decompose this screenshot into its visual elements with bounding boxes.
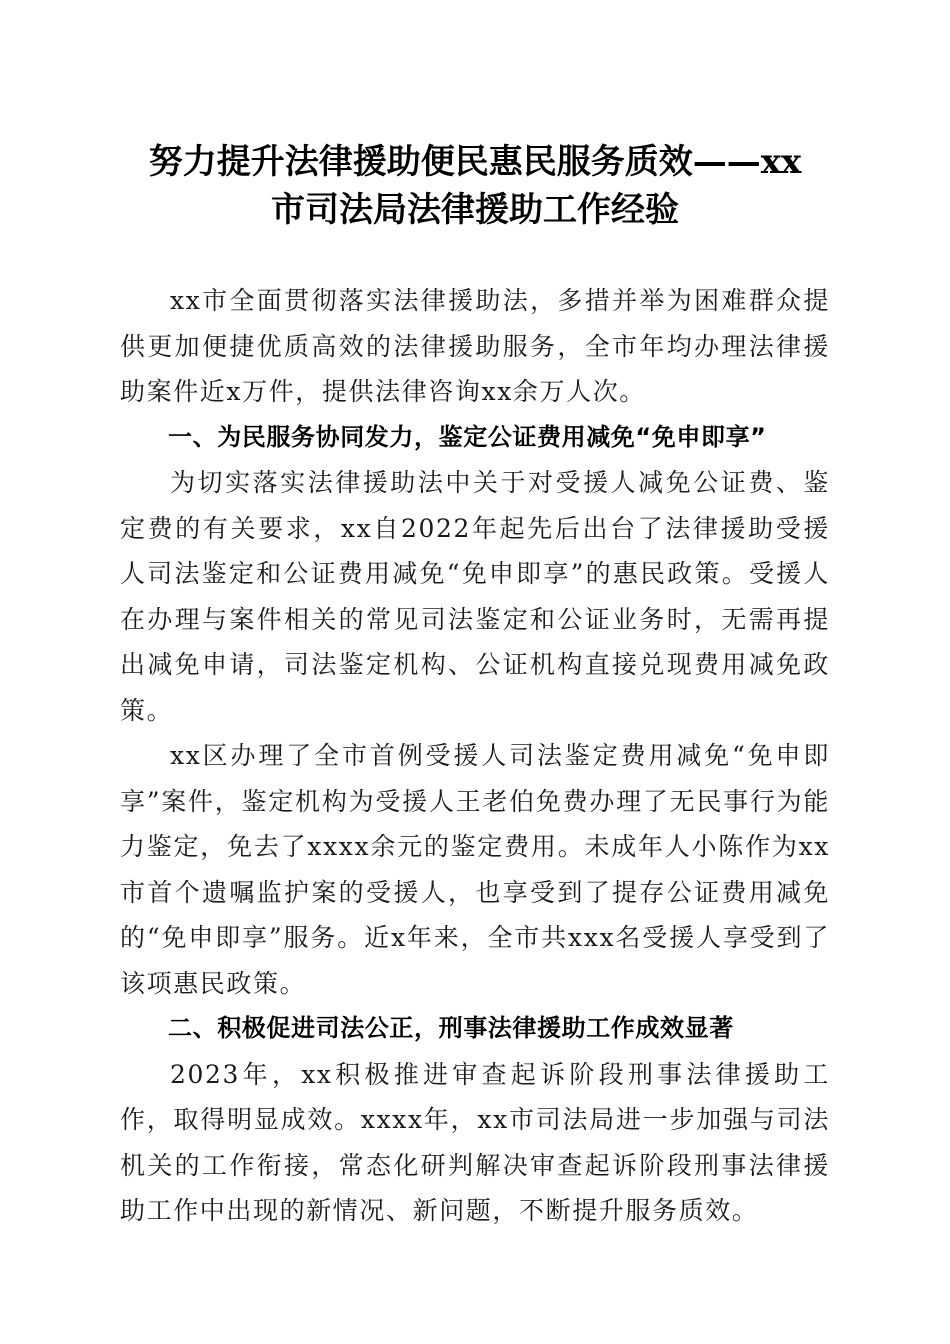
title-line-2: 市司法局法律援助工作经验: [271, 190, 679, 230]
section-1-paragraph-2: xx区办理了全市首例受援人司法鉴定费用减免“免申即享”案件，鉴定机构为受援人王老伯免费办理了无民事行为能力鉴定，免去了xxxx余元的鉴定费用。未成年人小陈作为xx市首个遗嘱监护案的受援人，也享受到了提存公证费用减免的“免申即享”服务。近x年来，全市共xxx名受援人享受到了该项惠民政策。: [120, 741, 830, 998]
document-body: [120, 278, 830, 1234]
document-title: [120, 138, 830, 234]
section-1-paragraph-1: 为切实落实法律援助法中关于对受援人减免公证费、鉴定费的有关要求，xx自2022年起先后出台了法律援助受援人司法鉴定和公证费用减免“免申即享”的惠民政策。受援人在办理与案件相关的常见司法鉴定和公证业务时，无需再提出减免申请，司法鉴定机构、公证机构直接兑现费用减免政策。: [120, 468, 830, 725]
section-2-paragraph-1: 2023年，xx积极推进审查起诉阶段刑事法律援助工作，取得明显成效。xxxx年，xx市司法局进一步加强与司法机关的工作衔接，常态化研判解决审查起诉阶段刑事法律援助工作中出现的新情况、新问题，不断提升服务质效。: [120, 1059, 830, 1225]
section-heading-1: 一、为民服务协同发力，鉴定公证费用减免“免申即享”: [168, 422, 767, 451]
section-heading-2: 二、积极促进司法公正，刑事法律援助工作成效显著: [168, 1014, 734, 1042]
title-line-1: 努力提升法律援助便民惠民服务质效——xx: [148, 142, 802, 182]
intro-paragraph: xx市全面贯彻落实法律援助法，多措并举为困难群众提供更加便捷优质高效的法律援助服务，全市年均办理法律援助案件近x万件，提供法律咨询xx余万人次。: [120, 286, 830, 406]
